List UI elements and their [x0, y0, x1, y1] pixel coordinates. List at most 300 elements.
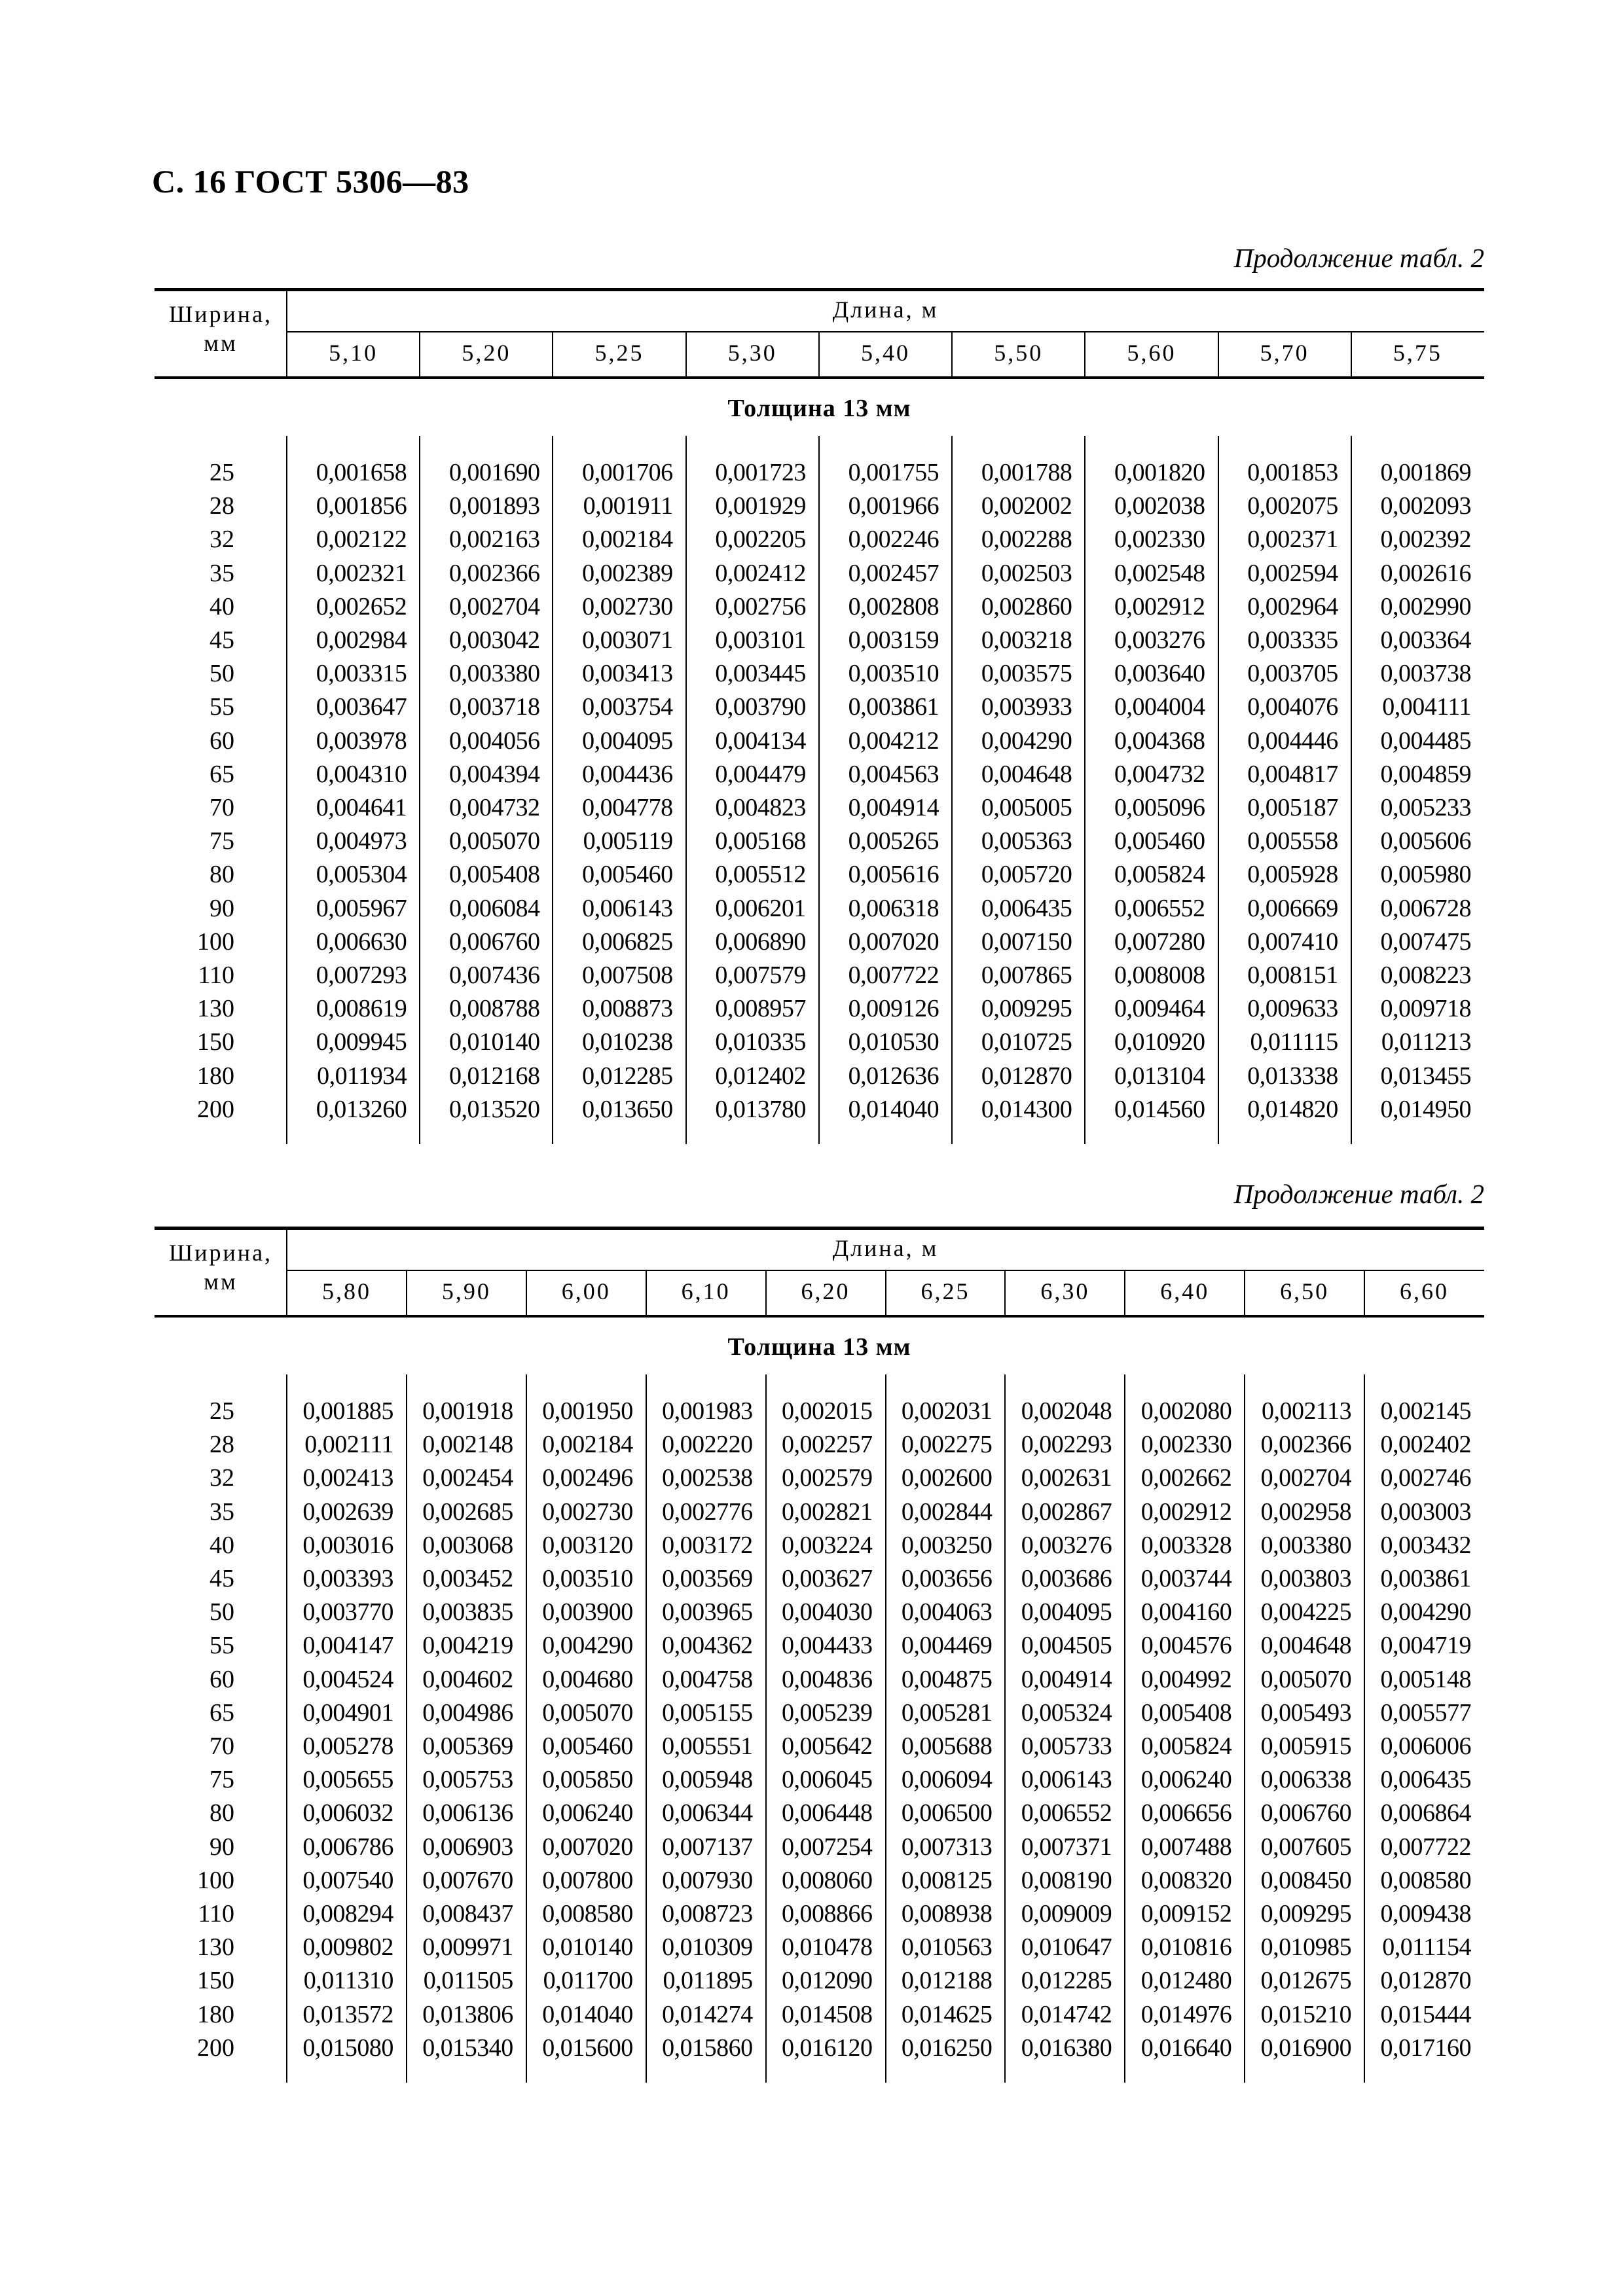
table-cell: 0,005168: [715, 827, 806, 855]
table-cell: 0,002371: [1247, 526, 1338, 554]
table-cell: 0,003790: [715, 693, 806, 721]
width-value-cell: 28: [210, 1431, 234, 1459]
table-cell: 0,002366: [1260, 1431, 1352, 1459]
width-value-cell: 90: [210, 1833, 234, 1861]
table-cell: 0,003754: [582, 693, 673, 721]
table-cell: 0,012168: [448, 1062, 540, 1090]
table-cell: 0,002275: [901, 1431, 993, 1459]
table-cell: 0,006143: [1021, 1766, 1112, 1794]
table-cell: 0,010530: [848, 1028, 939, 1056]
table-cell: 0,005720: [981, 861, 1072, 889]
width-value-cell: 40: [210, 592, 234, 620]
table-cell: 0,007410: [1247, 927, 1338, 956]
width-value-cell: 65: [210, 1698, 234, 1727]
table-cell: 0,016250: [901, 2034, 993, 2062]
table-cell: 0,004111: [1382, 693, 1471, 721]
table-cell: 0,005096: [1114, 794, 1205, 821]
table-cell: 0,004778: [582, 794, 673, 821]
table-cell: 0,003250: [901, 1531, 993, 1559]
table-cell: 0,002015: [781, 1397, 873, 1425]
table-cell: 0,003172: [662, 1531, 753, 1559]
table-cell: 0,007313: [901, 1833, 993, 1861]
table-cell: 0,004973: [316, 827, 407, 855]
table-cell: 0,007293: [316, 961, 407, 989]
table-cell: 0,002321: [316, 559, 407, 587]
table-cell: 0,005512: [715, 861, 806, 889]
table-cell: 0,015340: [422, 2034, 513, 2062]
width-value-cell: 90: [210, 894, 234, 922]
width-header-line: Ширина,: [168, 1240, 273, 1266]
table-cell: 0,009438: [1380, 1900, 1471, 1928]
table-cell: 0,004732: [448, 794, 540, 821]
width-column-header: [155, 300, 287, 357]
width-value-cell: 100: [197, 927, 234, 956]
table-cell: 0,008125: [901, 1866, 993, 1894]
table-cell: 0,005850: [542, 1766, 633, 1794]
table-cell: 0,006669: [1247, 894, 1338, 922]
table-cell: 0,004290: [542, 1632, 633, 1660]
length-column-header: 6,10: [681, 1278, 731, 1304]
table-cell: 0,006656: [1140, 1799, 1232, 1827]
table-cell: 0,003861: [1380, 1565, 1471, 1592]
table-cell: 0,004505: [1021, 1632, 1112, 1660]
table-cell: 0,012636: [848, 1062, 939, 1090]
table-cell: 0,003510: [542, 1565, 633, 1592]
width-value-cell: 40: [210, 1531, 234, 1559]
table-cell: 0,003705: [1247, 660, 1338, 688]
table-cell: 0,001820: [1114, 459, 1205, 486]
length-column-header: 5,10: [329, 340, 378, 366]
table-cell: 0,002392: [1380, 526, 1471, 554]
table-cell: 0,015444: [1380, 2000, 1471, 2028]
table-cell: 0,005606: [1380, 827, 1471, 855]
table-cell: 0,002457: [848, 559, 939, 587]
width-header-line: Ширина,: [168, 301, 273, 327]
table-cell: 0,006552: [1021, 1799, 1112, 1827]
table-cell: 0,007020: [542, 1833, 633, 1861]
table-cell: 0,002600: [901, 1464, 993, 1492]
table-cell: 0,001929: [715, 492, 806, 520]
table-cell: 0,002844: [901, 1498, 993, 1526]
width-value-cell: 25: [210, 459, 234, 486]
width-value-cell: 70: [210, 794, 234, 821]
table-cell: 0,008223: [1380, 961, 1471, 989]
table-cell: 0,003686: [1021, 1565, 1112, 1592]
table-cell: 0,007722: [1380, 1833, 1471, 1861]
table-cell: 0,010563: [901, 1933, 993, 1962]
table-cell: 0,003900: [542, 1598, 633, 1626]
table-cell: 0,009009: [1021, 1900, 1112, 1928]
table-cell: 0,010238: [582, 1028, 673, 1056]
table-cell: 0,003432: [1380, 1531, 1471, 1559]
table-cell: 0,002038: [1114, 492, 1205, 520]
table-cell: 0,003016: [302, 1531, 393, 1559]
length-column-header: 6,25: [921, 1278, 970, 1304]
table-cell: 0,007722: [848, 961, 939, 989]
table-cell: 0,005616: [848, 861, 939, 889]
length-column-header: 6,50: [1280, 1278, 1330, 1304]
table-cell: 0,006201: [715, 894, 806, 922]
table-cell: 0,001885: [302, 1397, 393, 1425]
table-cell: 0,001911: [583, 492, 673, 520]
table-cell: 0,008060: [781, 1866, 873, 1894]
table-cell: 0,003393: [302, 1565, 393, 1592]
table-cell: 0,004817: [1247, 760, 1338, 788]
width-value-cell: 110: [198, 961, 234, 989]
table-cell: 0,006006: [1380, 1732, 1471, 1760]
table-cell: 0,007020: [848, 927, 939, 956]
length-column-header: 5,25: [594, 340, 644, 366]
table-cell: 0,003933: [981, 693, 1072, 721]
table-cell: 0,002808: [848, 592, 939, 620]
table-cell: 0,004469: [901, 1632, 993, 1660]
table-cell: 0,004063: [901, 1598, 993, 1626]
table-cell: 0,001856: [316, 492, 407, 520]
table-cell: 0,008151: [1247, 961, 1338, 989]
table-cell: 0,002990: [1380, 592, 1471, 620]
table-cell: 0,012480: [1140, 1967, 1232, 1995]
table-cell: 0,002075: [1247, 492, 1338, 520]
table-cell: 0,002111: [304, 1431, 393, 1459]
table-cell: 0,012285: [582, 1062, 673, 1090]
table-cell: 0,002148: [422, 1431, 513, 1459]
table-cell: 0,001893: [448, 492, 540, 520]
table-cell: 0,006552: [1114, 894, 1205, 922]
length-column-header: 5,40: [860, 340, 910, 366]
table-cell: 0,004076: [1247, 693, 1338, 721]
table-cell: 0,002205: [715, 526, 806, 554]
table-cell: 0,008320: [1140, 1866, 1232, 1894]
table-cell: 0,004394: [448, 760, 540, 788]
table-cell: 0,010335: [715, 1028, 806, 1056]
table-cell: 0,005119: [583, 827, 673, 855]
table-cell: 0,009464: [1114, 995, 1205, 1023]
weight-table-1: [155, 288, 1484, 1144]
table-cell: 0,013104: [1114, 1062, 1205, 1090]
table-cell: 0,005753: [422, 1766, 513, 1794]
table-cell: 0,005239: [781, 1698, 873, 1727]
table-cell: 0,011505: [423, 1967, 513, 1995]
table-cell: 0,004563: [848, 760, 939, 788]
length-column-header: 6,20: [801, 1278, 850, 1304]
table-cell: 0,004836: [781, 1665, 873, 1693]
table-cell: 0,015210: [1260, 2000, 1352, 2028]
table-cell: 0,009971: [422, 1933, 513, 1962]
table-cell: 0,009945: [316, 1028, 407, 1056]
table-cell: 0,008294: [302, 1900, 393, 1928]
table-cell: 0,007488: [1140, 1833, 1232, 1861]
table-cell: 0,005460: [542, 1732, 633, 1760]
table-cell: 0,007150: [981, 927, 1072, 956]
table-cell: 0,006760: [448, 927, 540, 956]
table-cell: 0,007436: [448, 961, 540, 989]
table-cell: 0,003328: [1140, 1531, 1232, 1559]
table-cell: 0,004648: [1260, 1632, 1352, 1660]
table-cell: 0,002662: [1140, 1464, 1232, 1492]
table-cell: 0,004225: [1260, 1598, 1352, 1626]
table-cell: 0,005408: [448, 861, 540, 889]
table-cell: 0,002389: [582, 559, 673, 587]
table-cell: 0,004914: [1021, 1665, 1112, 1693]
table-cell: 0,006045: [781, 1766, 873, 1794]
table-cell: 0,003627: [781, 1565, 873, 1592]
width-value-cell: 70: [210, 1732, 234, 1760]
table-cell: 0,003770: [302, 1598, 393, 1626]
table-cell: 0,008873: [582, 995, 673, 1023]
table-cell: 0,005733: [1021, 1732, 1112, 1760]
table-cell: 0,015600: [542, 2034, 633, 2062]
table-cell: 0,009802: [302, 1933, 393, 1962]
width-value-cell: 45: [210, 626, 234, 654]
table-cell: 0,002704: [448, 592, 540, 620]
table-cell: 0,010816: [1140, 1933, 1232, 1962]
table-cell: 0,002412: [715, 559, 806, 587]
table-cell: 0,001869: [1380, 459, 1471, 486]
table-cell: 0,004719: [1380, 1632, 1471, 1660]
table-cell: 0,008437: [422, 1900, 513, 1928]
table-cell: 0,004992: [1140, 1665, 1232, 1693]
table-cell: 0,006630: [316, 927, 407, 956]
table-cell: 0,004030: [781, 1598, 873, 1626]
table-cell: 0,002184: [582, 526, 673, 554]
table-cell: 0,004732: [1114, 760, 1205, 788]
table-cell: 0,013650: [582, 1095, 673, 1123]
table-cell: 0,001723: [715, 459, 806, 486]
table-cell: 0,006825: [582, 927, 673, 956]
table-cell: 0,014625: [901, 2000, 993, 2028]
table-cell: 0,005148: [1380, 1665, 1471, 1693]
table-cell: 0,004758: [662, 1665, 753, 1693]
table-cell: 0,003656: [901, 1565, 993, 1592]
table-cell: 0,003510: [848, 660, 939, 688]
table-cell: 0,008190: [1021, 1866, 1112, 1894]
table-cell: 0,004160: [1140, 1598, 1232, 1626]
table-cell: 0,008866: [781, 1900, 873, 1928]
table-cell: 0,003738: [1380, 660, 1471, 688]
table-cell: 0,002964: [1247, 592, 1338, 620]
length-column-header: 5,90: [441, 1278, 491, 1304]
table-cell: 0,013455: [1380, 1062, 1471, 1090]
length-group-header: Длина, м: [832, 296, 939, 323]
table-cell: 0,007508: [582, 961, 673, 989]
table-cell: 0,011700: [543, 1967, 633, 1995]
table-cell: 0,004290: [981, 726, 1072, 755]
table-cell: 0,008580: [542, 1900, 633, 1928]
table-cell: 0,002579: [781, 1464, 873, 1492]
table-cell: 0,012188: [901, 1967, 993, 1995]
table-cell: 0,011154: [1382, 1933, 1471, 1962]
table-cell: 0,003413: [582, 660, 673, 688]
table-cell: 0,004680: [542, 1665, 633, 1693]
table-cell: 0,002293: [1021, 1431, 1112, 1459]
table-cell: 0,006338: [1260, 1766, 1352, 1794]
table-cell: 0,001950: [542, 1397, 633, 1425]
table-cell: 0,002756: [715, 592, 806, 620]
table-cell: 0,004212: [848, 726, 939, 755]
table-cell: 0,002163: [448, 526, 540, 554]
table-cell: 0,002366: [448, 559, 540, 587]
table-cell: 0,004219: [422, 1632, 513, 1660]
table-cell: 0,002860: [981, 592, 1072, 620]
table-cell: 0,003835: [422, 1598, 513, 1626]
table-cell: 0,005642: [781, 1732, 873, 1760]
table-top-rule: [155, 288, 1484, 291]
table-cell: 0,001658: [316, 459, 407, 486]
table-cell: 0,002631: [1021, 1464, 1112, 1492]
table-cell: 0,005304: [316, 861, 407, 889]
table-cell: 0,002330: [1114, 526, 1205, 554]
table-cell: 0,012870: [1380, 1967, 1471, 1995]
table-cell: 0,006435: [1380, 1766, 1471, 1794]
table-cell: 0,011934: [317, 1062, 407, 1090]
table-cell: 0,001853: [1247, 459, 1338, 486]
table-cell: 0,007930: [662, 1866, 753, 1894]
table-continuation-label: Продолжение табл. 2: [1233, 243, 1484, 273]
table-cell: 0,003315: [316, 660, 407, 688]
table-cell: 0,002704: [1260, 1464, 1352, 1492]
table-cell: 0,010920: [1114, 1028, 1205, 1056]
table-cell: 0,007371: [1021, 1833, 1112, 1861]
table-cell: 0,012675: [1260, 1967, 1352, 1995]
weight-table-2: [155, 1227, 1484, 2083]
table-cell: 0,014742: [1021, 2000, 1112, 2028]
length-column-header: 5,20: [462, 340, 511, 366]
table-cell: 0,003445: [715, 660, 806, 688]
table-cell: 0,003452: [422, 1565, 513, 1592]
table-cell: 0,003978: [316, 726, 407, 755]
table-cell: 0,003575: [981, 660, 1072, 688]
table-cell: 0,006728: [1380, 894, 1471, 922]
table-cell: 0,003071: [582, 626, 673, 654]
table-cell: 0,005493: [1260, 1698, 1352, 1727]
table-cell: 0,013572: [302, 2000, 393, 2028]
table-cell: 0,003861: [848, 693, 939, 721]
table-cell: 0,008957: [715, 995, 806, 1023]
length-column-header: 5,30: [727, 340, 777, 366]
table-cell: 0,010140: [448, 1028, 540, 1056]
table-cell: 0,002984: [316, 626, 407, 654]
width-value-cell: 60: [210, 726, 234, 755]
table-cell: 0,012090: [781, 1967, 873, 1995]
table-cell: 0,005281: [901, 1698, 993, 1727]
width-column-header: [155, 1238, 287, 1296]
width-value-cell: 150: [197, 1028, 234, 1056]
table-cell: 0,006890: [715, 927, 806, 956]
width-value-cell: 32: [210, 526, 234, 554]
table-cell: 0,003159: [848, 626, 939, 654]
table-cell: 0,004485: [1380, 726, 1471, 755]
table-cell: 0,003380: [1260, 1531, 1352, 1559]
table-cell: 0,012870: [981, 1062, 1072, 1090]
table-cell: 0,007605: [1260, 1833, 1352, 1861]
table-cell: 0,003003: [1380, 1498, 1471, 1526]
table-cell: 0,016900: [1260, 2034, 1352, 2062]
width-value-cell: 50: [210, 660, 234, 688]
table-cell: 0,002912: [1140, 1498, 1232, 1526]
table-cell: 0,002538: [662, 1464, 753, 1492]
table-cell: 0,004134: [715, 726, 806, 755]
table-cell: 0,002257: [781, 1431, 873, 1459]
table-cell: 0,003803: [1260, 1565, 1352, 1592]
table-cell: 0,002080: [1140, 1397, 1232, 1425]
table-cell: 0,016380: [1021, 2034, 1112, 2062]
table-cell: 0,006500: [901, 1799, 993, 1827]
length-column-header: 6,00: [561, 1278, 611, 1304]
table-cell: 0,009633: [1247, 995, 1338, 1023]
table-cell: 0,005187: [1247, 794, 1338, 821]
table-cell: 0,005070: [542, 1698, 633, 1727]
table-cell: 0,006435: [981, 894, 1072, 922]
width-value-cell: 28: [210, 492, 234, 520]
table-cell: 0,006344: [662, 1799, 753, 1827]
table-cell: 0,006864: [1380, 1799, 1471, 1827]
table-cell: 0,006240: [1140, 1766, 1232, 1794]
table-cell: 0,002184: [542, 1431, 633, 1459]
table-cell: 0,014040: [542, 2000, 633, 2028]
table-cell: 0,002031: [901, 1397, 993, 1425]
table-cell: 0,002496: [542, 1464, 633, 1492]
table-cell: 0,004436: [582, 760, 673, 788]
table-cell: 0,007579: [715, 961, 806, 989]
table-cell: 0,006143: [582, 894, 673, 922]
table-cell: 0,009152: [1140, 1900, 1232, 1928]
width-value-cell: 25: [210, 1397, 234, 1425]
table-cell: 0,005278: [302, 1732, 393, 1760]
table-cell: 0,002730: [542, 1498, 633, 1526]
table-cell: 0,008580: [1380, 1866, 1471, 1894]
length-group-header: Длина, м: [832, 1235, 939, 1261]
table-cell: 0,001918: [422, 1397, 513, 1425]
table-cell: 0,003120: [542, 1531, 633, 1559]
table-cell: 0,002048: [1021, 1397, 1112, 1425]
table-cell: 0,012402: [715, 1062, 806, 1090]
table-cell: 0,009718: [1380, 995, 1471, 1023]
table-cell: 0,004986: [422, 1698, 513, 1727]
width-value-cell: 65: [210, 760, 234, 788]
table-cell: 0,007280: [1114, 927, 1205, 956]
table-cell: 0,002220: [662, 1431, 753, 1459]
table-cell: 0,004095: [1021, 1598, 1112, 1626]
width-value-cell: 180: [197, 2000, 234, 2028]
table-cell: 0,006084: [448, 894, 540, 922]
table-cell: 0,004479: [715, 760, 806, 788]
width-value-cell: 75: [210, 1766, 234, 1794]
table-cell: 0,002145: [1380, 1397, 1471, 1425]
table-cell: 0,013806: [422, 2000, 513, 2028]
table-cell: 0,004648: [981, 760, 1072, 788]
table-cell: 0,013260: [316, 1095, 407, 1123]
table-cell: 0,005070: [448, 827, 540, 855]
table-cell: 0,004368: [1114, 726, 1205, 755]
table-cell: 0,014950: [1380, 1095, 1471, 1123]
table-cell: 0,014274: [662, 2000, 753, 2028]
table-cell: 0,006136: [422, 1799, 513, 1827]
table-cell: 0,003364: [1380, 626, 1471, 654]
table-cell: 0,006094: [901, 1766, 993, 1794]
table-cell: 0,002958: [1260, 1498, 1352, 1526]
table-cell: 0,004004: [1114, 693, 1205, 721]
table-cell: 0,004901: [302, 1698, 393, 1727]
table-cell: 0,008619: [316, 995, 407, 1023]
table-cell: 0,002746: [1380, 1464, 1471, 1492]
width-value-cell: 55: [210, 693, 234, 721]
table-cell: 0,005324: [1021, 1698, 1112, 1727]
table-cell: 0,008723: [662, 1900, 753, 1928]
length-column-header: 5,60: [1127, 340, 1176, 366]
table-cell: 0,005577: [1380, 1698, 1471, 1727]
table-cell: 0,007800: [542, 1866, 633, 1894]
table-cell: 0,007137: [662, 1833, 753, 1861]
